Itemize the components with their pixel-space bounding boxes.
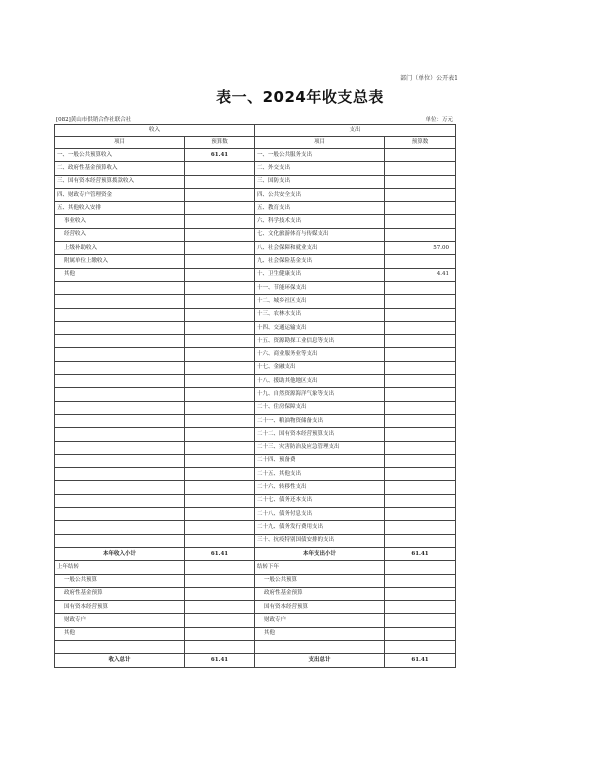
income-value [185,228,255,241]
expense-carry-item: 其他 [255,627,385,640]
expense-item: 八、社会保障和就业支出 [255,242,385,255]
income-item [55,388,185,401]
expense-item: 二十四、预备费 [255,454,385,467]
income-item [55,494,185,507]
expense-item: 二十九、债务发行费用支出 [255,521,385,534]
income-item: 一、一般公共预算收入 [55,149,185,162]
expense-item: 十一、节能环保支出 [255,281,385,294]
expense-budget-column-header: 预算数 [385,137,456,149]
currency-unit-label: 单位：万元 [425,117,453,123]
expense-item: 四、公共安全支出 [255,188,385,201]
table-row [55,242,456,255]
expense-carry-item: 国有资本经营预算 [255,601,385,614]
expense-item: 十五、资源勘探工业信息等支出 [255,335,385,348]
income-value [185,441,255,454]
table-row [55,188,456,201]
income-carry-item: 其他 [55,627,185,640]
expense-value [385,175,456,188]
income-item [55,308,185,321]
expense-total-value: 61.41 [385,654,456,667]
table-row [55,401,456,414]
income-carry-value [185,614,255,627]
income-item [55,375,185,388]
income-value [185,242,255,255]
expense-item: 一、一般公共服务支出 [255,149,385,162]
carry-over-row [55,601,456,614]
expense-value: 4.41 [385,268,456,281]
expense-item: 二十六、转移性支出 [255,481,385,494]
income-item: 事业收入 [55,215,185,228]
table-row [55,149,456,162]
expense-carry-value [385,574,456,587]
expense-item: 二十八、债务付息支出 [255,508,385,521]
income-value [185,361,255,374]
income-value [185,494,255,507]
income-carry-value [185,640,255,653]
expense-value [385,255,456,268]
table-row [55,375,456,388]
expense-value [385,162,456,175]
column-header-row [55,137,456,149]
expense-value [385,375,456,388]
expense-item: 十四、交通运输支出 [255,321,385,334]
income-item: 其他 [55,268,185,281]
table-row [55,202,456,215]
expense-value [385,215,456,228]
expense-value [385,202,456,215]
income-total-value: 61.41 [185,654,255,667]
expense-carry-value [385,561,456,574]
income-budget-column-header: 预算数 [185,137,255,149]
income-item-column-header: 项目 [55,137,185,149]
income-subtotal-value: 61.41 [185,547,255,560]
expense-item: 六、科学技术支出 [255,215,385,228]
income-item [55,281,185,294]
carry-over-row [55,627,456,640]
table-row [55,215,456,228]
expense-item: 二十一、粮油物资储备支出 [255,414,385,427]
expense-value [385,508,456,521]
income-item [55,428,185,441]
table-row [55,494,456,507]
income-item [55,481,185,494]
income-header: 收入 [55,125,255,137]
income-carry-item: 财政专户 [55,614,185,627]
expense-subtotal-label: 本年支出小计 [255,547,385,560]
table-row [55,295,456,308]
expense-item: 二十七、债务还本支出 [255,494,385,507]
table-row [55,308,456,321]
expense-item: 二十二、国有资本经营预算支出 [255,428,385,441]
expense-value [385,295,456,308]
income-value [185,401,255,414]
table-row [55,268,456,281]
expense-item: 十、卫生健康支出 [255,268,385,281]
income-value [185,268,255,281]
table-row [55,361,456,374]
income-value [185,255,255,268]
expense-value [385,348,456,361]
expense-carry-item: 政府性基金预算 [255,587,385,600]
table-row [55,228,456,241]
section-header-row [55,125,456,137]
income-value [185,468,255,481]
income-value [185,414,255,427]
table-row [55,428,456,441]
expense-value [385,441,456,454]
expense-carry-item: 结转下年 [255,561,385,574]
expense-value [385,468,456,481]
expense-value [385,401,456,414]
income-item [55,348,185,361]
income-value [185,348,255,361]
expense-value [385,281,456,294]
expense-value: 57.00 [385,242,456,255]
carry-over-row [55,640,456,653]
income-value [185,428,255,441]
income-item [55,521,185,534]
income-value [185,308,255,321]
income-value [185,454,255,467]
income-item [55,335,185,348]
income-value [185,188,255,201]
income-value [185,335,255,348]
expense-value [385,188,456,201]
table-row [55,255,456,268]
income-value [185,162,255,175]
expense-carry-value [385,614,456,627]
table-row [55,321,456,334]
expense-item: 二十五、其他支出 [255,468,385,481]
expense-carry-item: 一般公共预算 [255,574,385,587]
income-value [185,521,255,534]
income-value [185,215,255,228]
expense-total-label: 支出总计 [255,654,385,667]
income-item [55,508,185,521]
table-row [55,441,456,454]
income-item: 四、财政专户管理资金 [55,188,185,201]
expense-value [385,521,456,534]
expense-carry-value [385,640,456,653]
income-value [185,281,255,294]
table-row [55,175,456,188]
table-row [55,335,456,348]
expense-item: 十七、金融支出 [255,361,385,374]
table-row [55,414,456,427]
income-value [185,375,255,388]
table-row [55,534,456,547]
income-total-label: 收入总计 [55,654,185,667]
expense-item: 十九、自然资源海洋气象等支出 [255,388,385,401]
income-item: 三、国有资本经营预算拨款收入 [55,175,185,188]
income-item [55,454,185,467]
expense-item: 二十三、灾害防治及应急管理支出 [255,441,385,454]
expense-value [385,361,456,374]
income-item: 附属单位上缴收入 [55,255,185,268]
budget-summary-table [54,124,456,668]
income-carry-value [185,587,255,600]
income-carry-item: 一般公共预算 [55,574,185,587]
income-item: 二、政府性基金预算收入 [55,162,185,175]
income-carry-item: 国有资本经营预算 [55,601,185,614]
income-value [185,321,255,334]
table-body [55,125,456,668]
expense-item: 十二、城乡社区支出 [255,295,385,308]
expense-carry-item: 财政专户 [255,614,385,627]
expense-value [385,414,456,427]
table-row [55,508,456,521]
income-carry-item: 政府性基金预算 [55,587,185,600]
expense-item: 九、社会保险基金支出 [255,255,385,268]
expense-carry-value [385,627,456,640]
expense-value [385,481,456,494]
income-item [55,401,185,414]
income-value [185,388,255,401]
income-value: 61.41 [185,149,255,162]
income-value [185,534,255,547]
table-row [55,481,456,494]
table-row [55,454,456,467]
expense-item: 二十、住房保障支出 [255,401,385,414]
expense-value [385,494,456,507]
expense-item-column-header: 项目 [255,137,385,149]
subtotal-row [55,547,456,560]
income-carry-value [185,574,255,587]
expense-header: 支出 [255,125,456,137]
expense-value [385,308,456,321]
income-item [55,295,185,308]
expense-value [385,454,456,467]
income-item [55,441,185,454]
income-carry-item: 上年结转 [55,561,185,574]
unit-line [56,115,453,124]
expense-value [385,321,456,334]
expense-item: 十八、援助其他地区支出 [255,375,385,388]
income-carry-value [185,627,255,640]
expense-item: 十三、农林水支出 [255,308,385,321]
table-row [55,521,456,534]
table-row [55,468,456,481]
carry-over-row [55,561,456,574]
expense-item: 三、国防支出 [255,175,385,188]
expense-item: 二、外交支出 [255,162,385,175]
expense-value [385,388,456,401]
income-item [55,361,185,374]
expense-value [385,335,456,348]
table-row [55,162,456,175]
income-carry-item [55,640,185,653]
income-value [185,202,255,215]
page-title: 表一、2024年收支总表 [216,88,384,106]
income-item: 上级补助收入 [55,242,185,255]
carry-over-row [55,614,456,627]
income-value [185,175,255,188]
table-row [55,388,456,401]
expense-carry-value [385,587,456,600]
expense-item: 五、教育支出 [255,202,385,215]
income-value [185,295,255,308]
expense-item: 十六、商业服务业等支出 [255,348,385,361]
expense-value [385,149,456,162]
expense-subtotal-value: 61.41 [385,547,456,560]
income-subtotal-label: 本年收入小计 [55,547,185,560]
income-item [55,534,185,547]
expense-carry-value [385,601,456,614]
expense-item: 三十、抗疫特别国债安排的支出 [255,534,385,547]
income-carry-value [185,561,255,574]
table-number-note: 部门（单位）公开表1 [400,75,458,82]
table-row [55,281,456,294]
table-row [55,348,456,361]
expense-value [385,534,456,547]
expense-carry-item [255,640,385,653]
unit-name: [082]黄山市供销合作社联合社 [56,117,132,123]
grand-total-row [55,654,456,667]
income-item: 经营收入 [55,228,185,241]
income-value [185,508,255,521]
income-value [185,481,255,494]
income-item: 五、其他收入安排 [55,202,185,215]
expense-item: 七、文化旅游体育与传媒支出 [255,228,385,241]
income-item [55,414,185,427]
carry-over-row [55,587,456,600]
income-item [55,468,185,481]
income-carry-value [185,601,255,614]
income-item [55,321,185,334]
carry-over-row [55,574,456,587]
expense-value [385,228,456,241]
expense-value [385,428,456,441]
